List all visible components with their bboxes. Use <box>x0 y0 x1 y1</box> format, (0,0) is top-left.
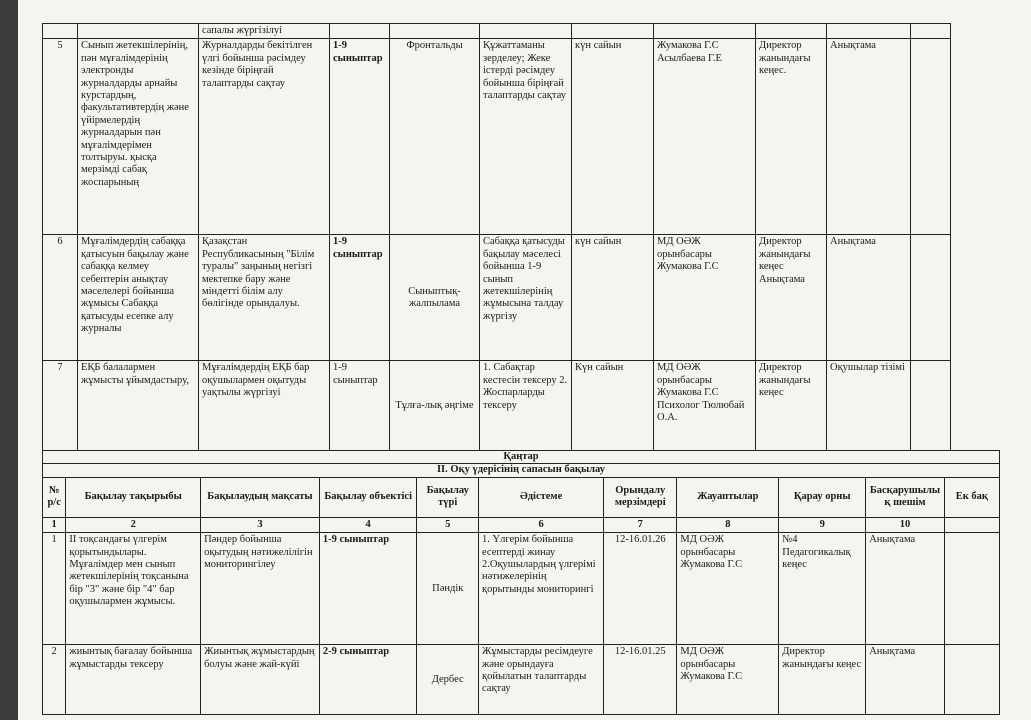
table-row <box>43 24 951 39</box>
column-header: Бақылаудың мақсаты <box>201 477 320 517</box>
control-deadline: Күн сайын <box>572 361 654 451</box>
control-decision: Анықтама <box>866 645 945 715</box>
control-review: Директор жанындағы кеңес <box>756 361 827 451</box>
column-number: 4 <box>319 517 417 532</box>
page-edge-shadow <box>0 0 18 720</box>
control-topic: жиынтық бағалау бойынша жұмыстарды тексеру <box>66 645 201 715</box>
table-row <box>43 39 951 235</box>
control-deadline: 12-16.01.26 <box>604 533 677 645</box>
column-number: 1 <box>43 517 66 532</box>
column-number: 5 <box>417 517 479 532</box>
control-responsible: МД ОӘЖ орынбасары Жумакова Г.С <box>654 235 756 361</box>
column-number: 7 <box>604 517 677 532</box>
column-number: 8 <box>677 517 779 532</box>
row-number: 7 <box>43 361 78 451</box>
continuation-text: сапалы жүргізілуі <box>199 24 330 39</box>
control-type: Дербес <box>417 645 479 715</box>
control-responsible: МД ОӘЖ орынбасары Жумакова Г.С <box>677 645 779 715</box>
control-deadline: күн сайын <box>572 235 654 361</box>
control-method: Сабаққа қатысуды бақылау мәселесі бойынша 1-9 сынып жетекшілерінің жұмысына талдау жүргізу <box>480 235 572 361</box>
section-heading: ІІ. Оқу үдерісінің сапасын бақылау <box>43 464 1000 477</box>
control-responsible: МД ОӘЖ орынбасары Жумакова Г.С <box>677 533 779 645</box>
column-header: Бақылау объектісі <box>319 477 417 517</box>
column-header: № р/с <box>43 477 66 517</box>
control-object: 1-9 сыныптар <box>319 533 417 645</box>
column-header: Орындалу мерзімдері <box>604 477 677 517</box>
column-number: 9 <box>779 517 866 532</box>
control-topic: Сынып жетекшілерінің, пән мұғалімдерінің электронды журналдарды арнайы курстардың, факультативтердің және үйірмелердің журналдарын пән мұғалімдерімен толтыруы. қысқа мерзімді сабақ жоспарының <box>78 39 199 235</box>
control-decision: Анықтама <box>827 39 911 235</box>
control-method: Құжаттаманы зерделеу; Жеке істерді рәсімдеу бойынша біріңғай талаптарды сақтау <box>480 39 572 235</box>
control-decision: Анықтама <box>866 533 945 645</box>
control-responsible: Жумакова Г.С Асылбаева Г.Е <box>654 39 756 235</box>
control-deadline: 12-16.01.25 <box>604 645 677 715</box>
table-row <box>43 464 1000 477</box>
control-purpose: Жиынтық жұмыстардың болуы және жай-күйі <box>201 645 320 715</box>
control-method: 1. Үлгерім бойынша есептерді жинау 2.Оқушылардың үлгерімі нәтижелерінің қорытынды мониторингі <box>479 533 604 645</box>
control-plan-table-continued <box>42 23 951 451</box>
control-review: №4 Педагогикалық кеңес <box>779 533 866 645</box>
column-header: Қарау орны <box>779 477 866 517</box>
column-number-row <box>43 517 1000 532</box>
column-header: Бақылау түрі <box>417 477 479 517</box>
table-row <box>43 361 951 451</box>
control-decision: Оқушылар тізімі <box>827 361 911 451</box>
header-row <box>43 477 1000 517</box>
control-purpose: Қазақстан Республикасының "Білім туралы" заңының негізгі мектепке бару және міндетті білім алу бөлігінде орындалуы. <box>199 235 330 361</box>
control-object: 1-9 сыныптар <box>330 235 390 361</box>
control-object: 2-9 сыныптар <box>319 645 417 715</box>
table-row <box>43 533 1000 645</box>
control-review: Директор жанындағы кеңес Анықтама <box>756 235 827 361</box>
column-header: Басқарушылық шешім <box>866 477 945 517</box>
control-purpose: Пәндер бойынша оқытудың нәтижелілігін мониторингілеу <box>201 533 320 645</box>
control-review: Директор жанындағы кеңес <box>779 645 866 715</box>
control-type: Сыныптық-жалпылама <box>390 235 480 361</box>
row-number: 2 <box>43 645 66 715</box>
row-number: 1 <box>43 533 66 645</box>
control-type: Тұлға-лық әңгіме <box>390 361 480 451</box>
column-header: Әдістеме <box>479 477 604 517</box>
control-object: 1-9 сыныптар <box>330 361 390 451</box>
table-row <box>43 451 1000 464</box>
column-header: Жауаптылар <box>677 477 779 517</box>
control-method: 1. Сабақтар кестесін тексеру 2. Жоспарларды тексеру <box>480 361 572 451</box>
month-heading: Қаңтар <box>43 451 1000 464</box>
column-number: 6 <box>479 517 604 532</box>
control-topic: ЕҚБ балалармен жұмысты ұйымдастыру, <box>78 361 199 451</box>
column-number <box>944 517 999 532</box>
control-purpose: Мұғалімдердің ЕҚБ бар оқушылармен оқытуды уақтылы жүргізуі <box>199 361 330 451</box>
control-type: Фронтальды <box>390 39 480 235</box>
control-purpose: Журналдарды бекітілген үлгі бойынша рәсімдеу кезінде біріңғай талаптарды сақтау <box>199 39 330 235</box>
control-responsible: МД ОӘЖ орынбасары Жумакова Г.С Психолог Тюлюбай О.А. <box>654 361 756 451</box>
column-number: 3 <box>201 517 320 532</box>
control-deadline: күн сайын <box>572 39 654 235</box>
column-number: 10 <box>866 517 945 532</box>
table-row <box>43 645 1000 715</box>
column-number: 2 <box>66 517 201 532</box>
control-review: Директор жанындағы кеңес. <box>756 39 827 235</box>
row-number: 5 <box>43 39 78 235</box>
column-header: Бақылау тақырыбы <box>66 477 201 517</box>
control-type: Пәндік <box>417 533 479 645</box>
control-method: Жұмыстарды ресімдеуге және орындауға қойылатын талаптарды сақтау <box>479 645 604 715</box>
control-decision: Анықтама <box>827 235 911 361</box>
control-topic: Мұғалімдердің сабаққа қатысуын бақылау және сабаққа келмеу себептерін анықтау мәселелері бойынша жұмысы Сабаққа қатысуды есепке алу журналы <box>78 235 199 361</box>
row-number: 6 <box>43 235 78 361</box>
quality-control-table <box>42 450 1000 715</box>
control-topic: ІІ тоқсандағы үлгерім қорытындылары. Мұғалімдер мен сынып жетекшілерінің тоқсанына бір "3" және бір "4" бар оқушылармен жұмысы. <box>66 533 201 645</box>
table-row <box>43 235 951 361</box>
control-object: 1-9 сыныптар <box>330 39 390 235</box>
column-header: Ек бақ <box>944 477 999 517</box>
